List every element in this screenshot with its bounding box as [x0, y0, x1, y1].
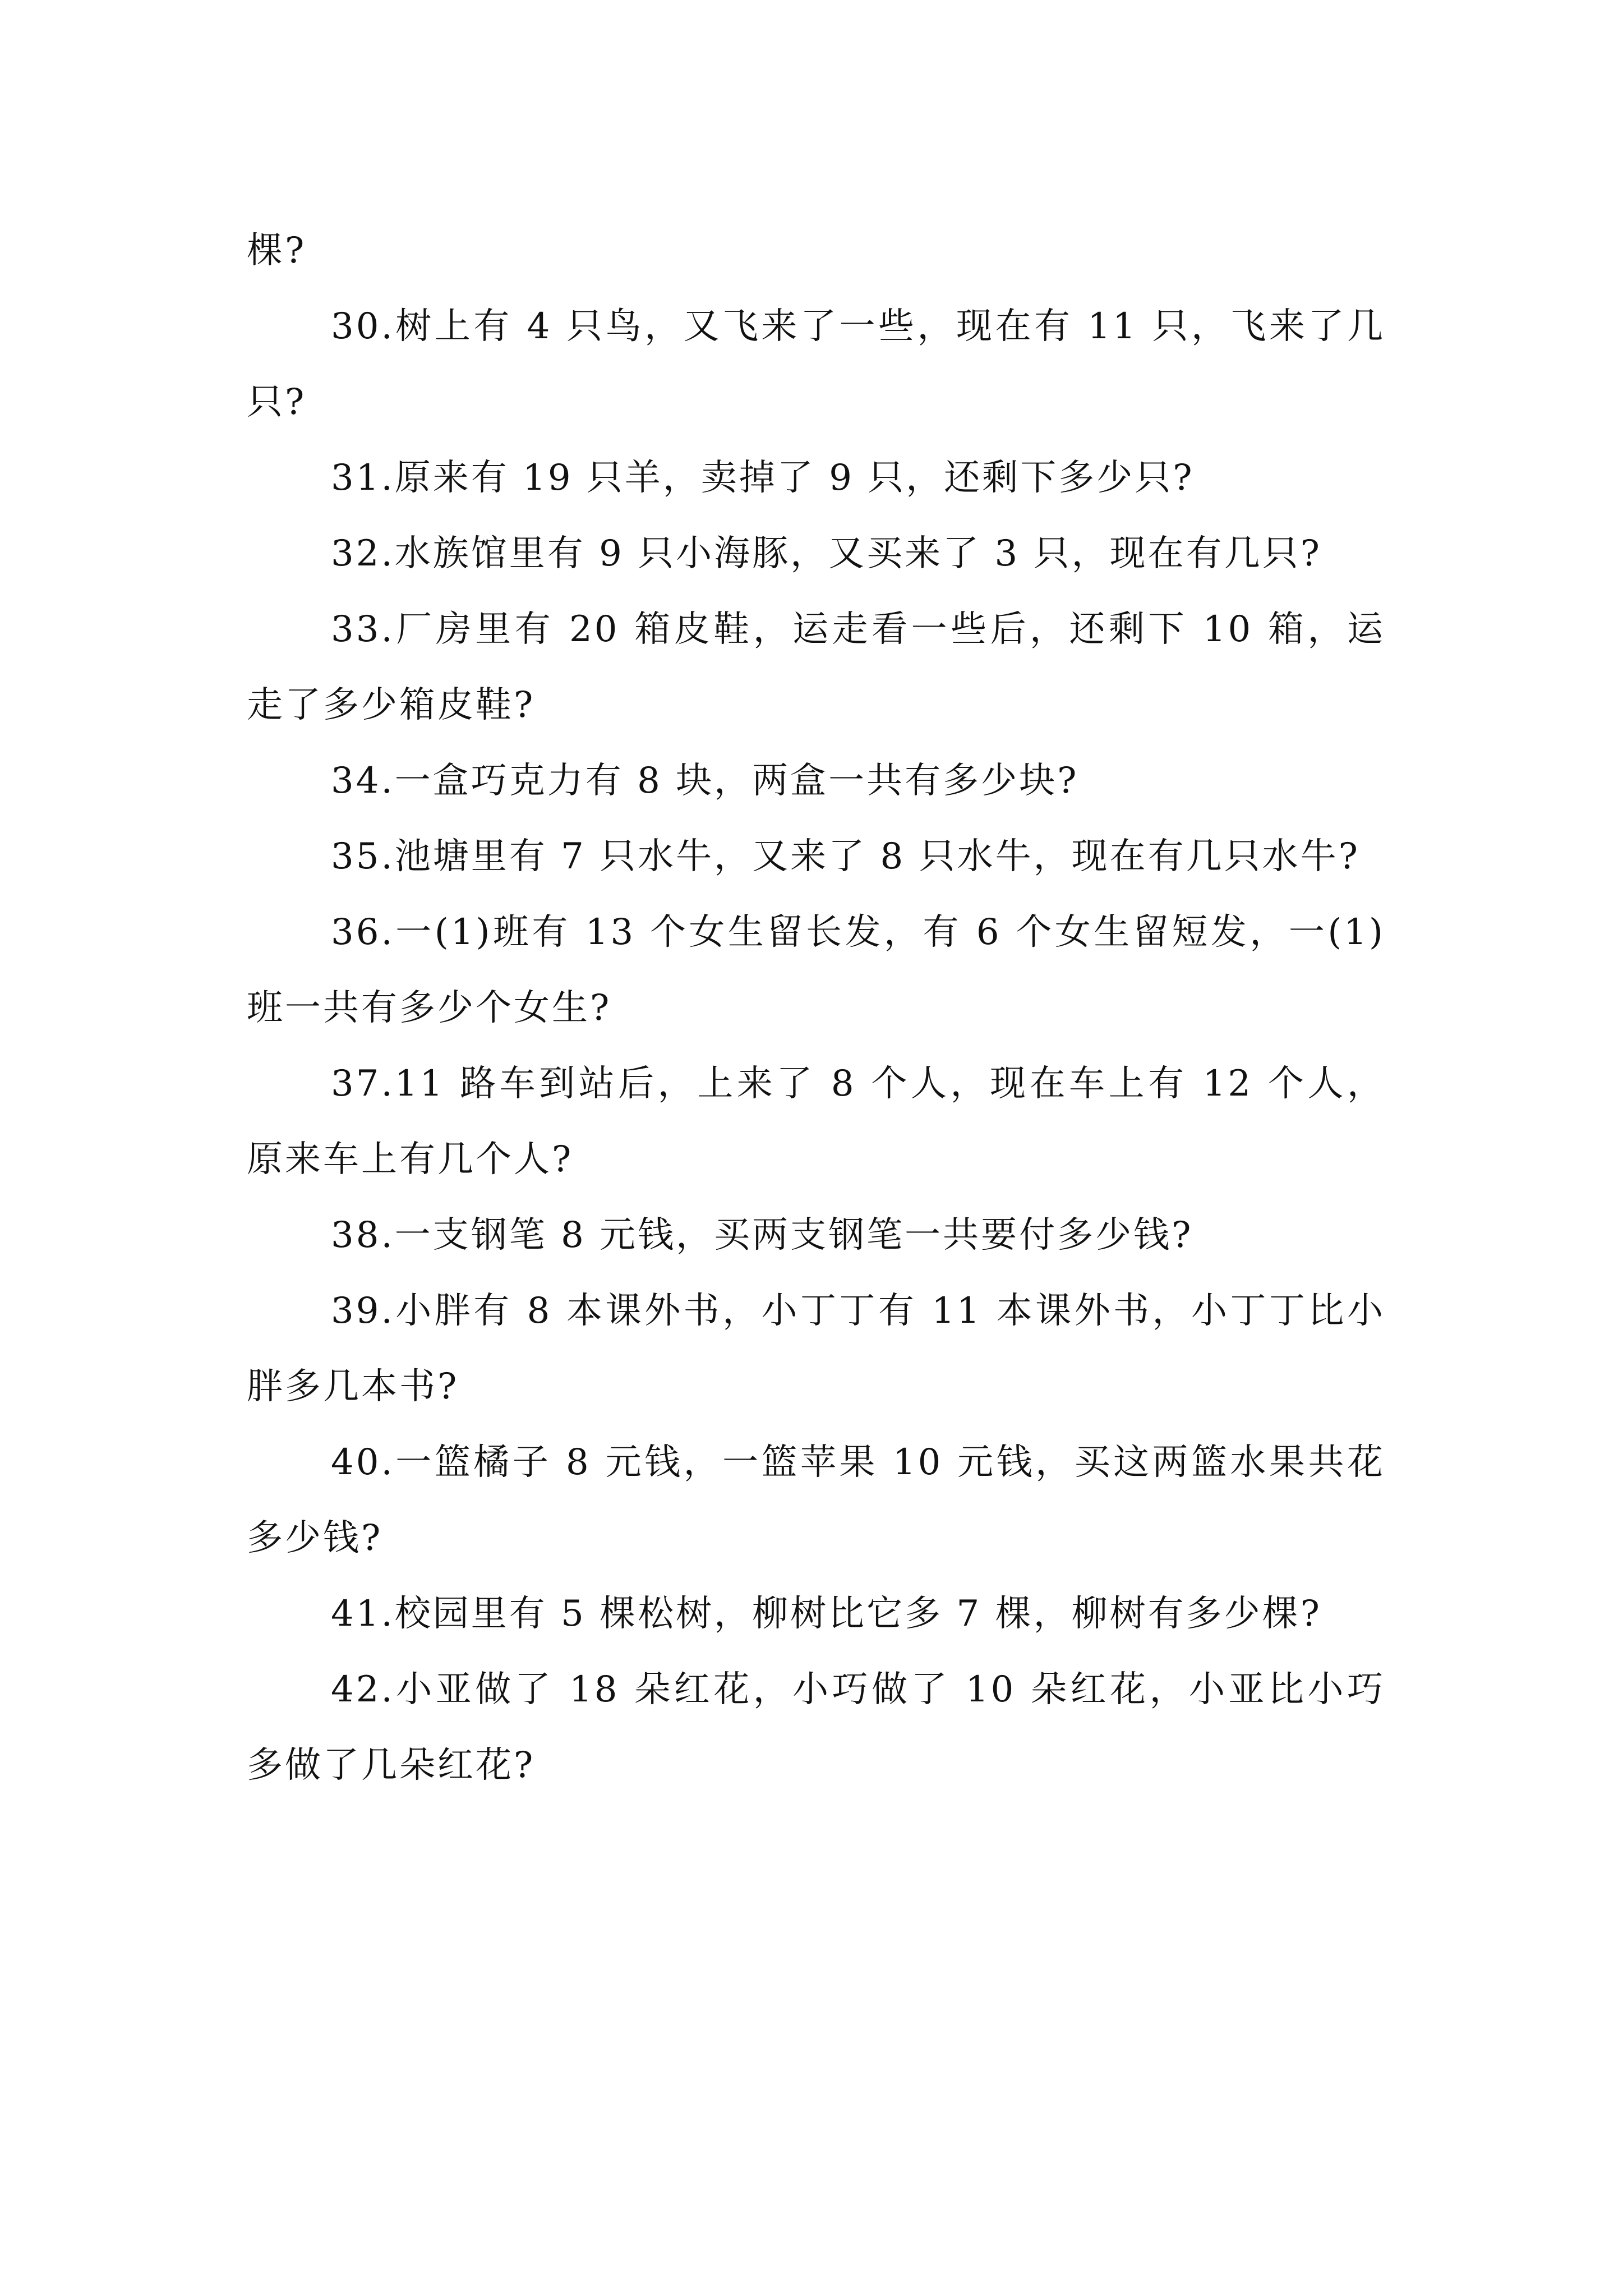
question-33: 33.厂房里有 20 箱皮鞋，运走看一些后，还剩下 10 箱，运走了多少箱皮鞋?: [247, 609, 1385, 726]
question-42: 42.小亚做了 18 朵红花，小巧做了 10 朵红花，小亚比小巧多做了几朵红花?: [247, 1669, 1385, 1786]
question-35: 35.池塘里有 7 只水牛，又来了 8 只水牛，现在有几只水牛?: [331, 836, 1360, 877]
paragraph-continuation: 棵?: [247, 230, 307, 272]
question-40: 40.一篮橘子 8 元钱，一篮苹果 10 元钱，买这两篮水果共花多少钱?: [247, 1442, 1385, 1559]
question-30: 30.树上有 4 只鸟，又飞来了一些，现在有 11 只，飞来了几只?: [247, 306, 1385, 423]
question-41: 41.校园里有 5 棵松树，柳树比它多 7 棵，柳树有多少棵?: [331, 1593, 1322, 1635]
question-32: 32.水族馆里有 9 只小海豚，又买来了 3 只，现在有几只?: [331, 533, 1322, 574]
question-39: 39.小胖有 8 本课外书，小丁丁有 11 本课外书，小丁丁比小胖多几本书?: [247, 1290, 1385, 1407]
question-36: 36.一(1)班有 13 个女生留长发，有 6 个女生留短发，一(1)班一共有多少个女生?: [247, 912, 1385, 1029]
question-31: 31.原来有 19 只羊，卖掉了 9 只，还剩下多少只?: [331, 457, 1195, 499]
question-37: 37.11 路车到站后，上来了 8 个人，现在车上有 12 个人，原来车上有几个人?: [247, 1063, 1385, 1180]
document-body: [247, 213, 1385, 1803]
question-38: 38.一支钢笔 8 元钱，买两支钢笔一共要付多少钱?: [331, 1214, 1193, 1256]
question-34: 34.一盒巧克力有 8 块，两盒一共有多少块?: [331, 760, 1079, 802]
